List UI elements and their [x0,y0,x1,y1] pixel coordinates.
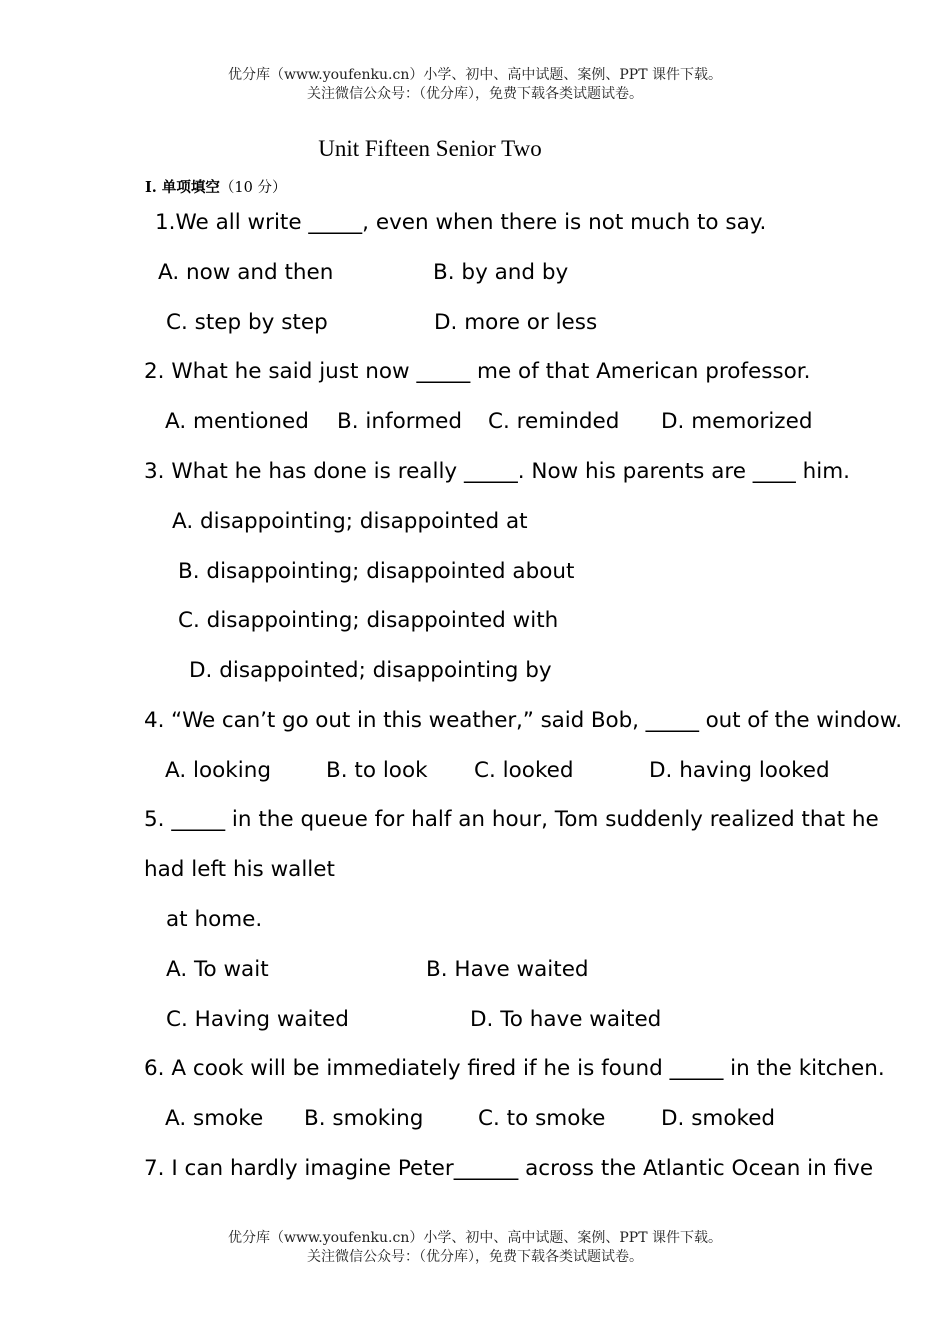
question-6-option-b: B. smoking [304,1106,424,1131]
question-5-option-a: A. To wait [166,957,269,982]
footer-line-2: 关注微信公众号：（优分库），免费下载各类试题试卷。 [307,1249,643,1265]
question-5-option-d: D. To have waited [470,1007,662,1032]
section-heading-label: I. 单项填空 [145,179,220,196]
question-4-stem: 4. “We can’t go out in this weather,” said Bob, _____ out of the window. [144,708,902,733]
question-4-option-a: A. looking [165,758,271,783]
section-points: （10 分） [219,180,287,196]
question-3-stem: 3. What he has done is really _____. Now his parents are ____ him. [144,459,851,484]
section-heading [145,176,286,197]
question-1-option-b: B. by and by [433,260,569,285]
header-line-2: 关注微信公众号：（优分库），免费下载各类试题试卷。 [307,86,643,102]
question-3-option-c: C. disappointing; disappointed with [178,608,559,633]
question-3-option-d: D. disappointed; disappointing by [189,658,552,683]
question-3-option-b: B. disappointing; disappointed about [178,559,575,584]
footer-line-1: 优分库（www.youfenku.cn）小学、初中、高中试题、案例、PPT 课件下载。 [227,1230,722,1246]
question-7-stem: 7. I can hardly imagine Peter______ across the Atlantic Ocean in five [144,1156,874,1181]
question-1-stem: 1.We all write _____, even when there is not much to say. [155,210,767,235]
question-4-option-c: C. looked [474,758,574,783]
question-4-option-b: B. to look [326,758,428,783]
question-2-option-d: D. memorized [661,409,813,434]
question-1-option-d: D. more or less [434,310,598,335]
question-6-option-a: A. smoke [165,1106,264,1131]
question-2-option-a: A. mentioned [165,409,309,434]
question-3-option-a: A. disappointing; disappointed at [172,509,528,534]
question-5-stem-line-3: at home. [166,907,263,932]
page-title: Unit Fifteen Senior Two [318,136,542,161]
question-2-option-b: B. informed [337,409,463,434]
question-5-option-c: C. Having waited [166,1007,349,1032]
header-line-1: 优分库（www.youfenku.cn）小学、初中、高中试题、案例、PPT 课件下载。 [227,67,722,83]
question-5-option-b: B. Have waited [426,957,589,982]
question-2-option-c: C. reminded [488,409,620,434]
question-6-option-c: C. to smoke [478,1106,606,1131]
question-1-option-c: C. step by step [166,310,328,335]
question-1-option-a: A. now and then [158,260,334,285]
question-5-stem: 5. _____ in the queue for half an hour, Tom suddenly realized that he [144,807,879,832]
question-2-stem: 2. What he said just now _____ me of that American professor. [144,359,811,384]
question-6-option-d: D. smoked [661,1106,776,1131]
question-5-stem-line-2: had left his wallet [144,857,335,882]
question-6-stem: 6. A cook will be immediately fired if he is found _____ in the kitchen. [144,1056,885,1081]
question-4-option-d: D. having looked [649,758,830,783]
